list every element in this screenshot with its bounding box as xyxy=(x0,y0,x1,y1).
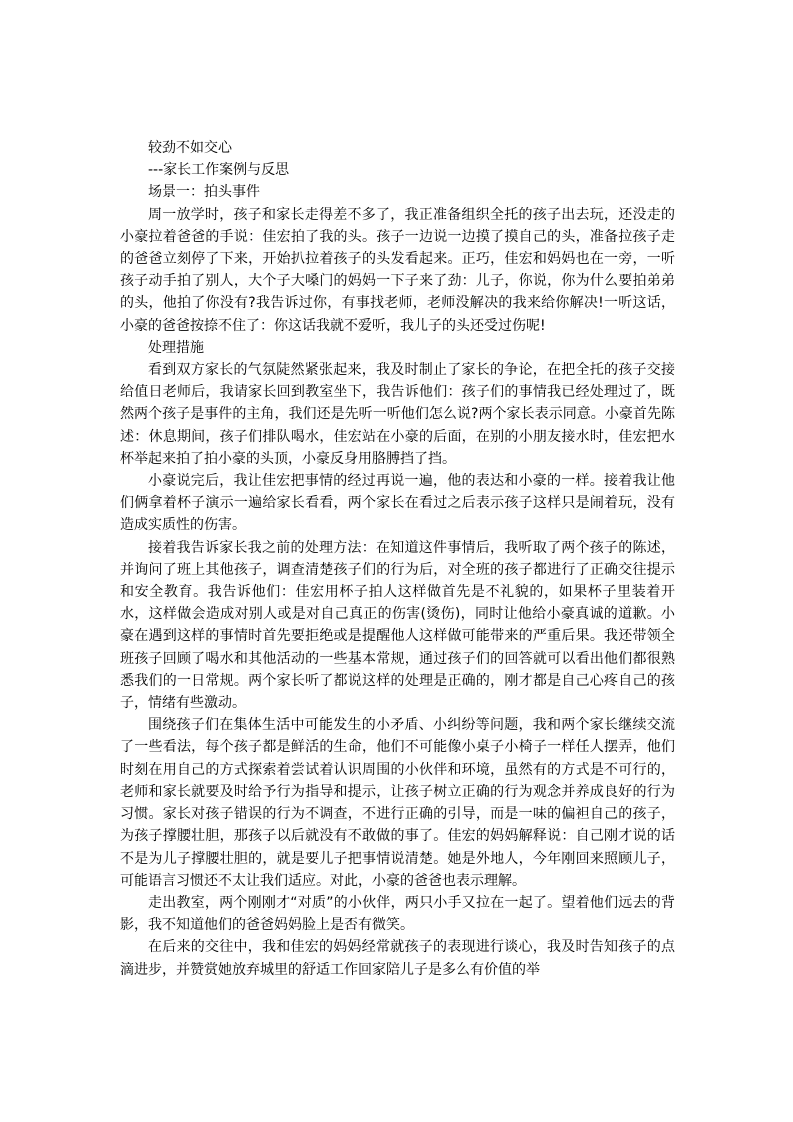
paragraph-leaving: 走出教室，两个刚刚才“对质”的小伙伴，两只小手又拉在一起了。望着他们远去的背影，我不知道他们的爸爸妈妈脸上是否有微笑。 xyxy=(120,894,675,934)
paragraph-followup: 在后来的交往中，我和佳宏的妈妈经常就孩子的表现进行谈心，我及时告知孩子的点滴进步，并赞赏她放弃城里的舒适工作回家陪儿子是多么有价值的举 xyxy=(120,939,675,978)
paragraph-incident: 周一放学时，孩子和家长走得差不多了，我正准备组织全托的孩子出去玩，还没走的小豪拉着爸爸的手说：佳宏拍了我的头。孩子一边说一边摸了摸自己的头，准备拉孩子走的爸爸立刻停了下来，开始扒拉着孩子的头发看起来。正巧，佳宏和妈妈也在一旁，一听孩子动手拍了别人，大个子大嗓门的妈妈一下子来了劲：儿子，你说，你为什么要拍弟弟的头，他拍了你没有?我告诉过你，有事找老师，老师没解决的我来给你解决!一听这话，小豪的爸爸按捺不住了：你这话我就不爱听，我儿子的头还受过伤呢! xyxy=(120,206,675,334)
document-subtitle: ---家长工作案例与反思 xyxy=(148,162,290,179)
paragraph-intervention: 看到双方家长的气氛陡然紧张起来，我及时制止了家长的争论，在把全托的孩子交接给值日老师后，我请家长回到教室坐下，我告诉他们：孩子们的事情我已经处理过了，既然两个孩子是事件的主角，我们还是先听一听他们怎么说?两个家长表示同意。小豪首先陈述：休息期间，孩子们排队喝水，佳宏站在小豪的后面，在别的小朋友接水时，佳宏把水杯举起来拍了拍小豪的头顶，小豪反身用胳膊挡了挡。 xyxy=(120,362,675,467)
document-title: 较劲不如交心 xyxy=(148,140,232,156)
paragraph-retelling: 小豪说完后，我让佳宏把事情的经过再说一遍，他的表达和小豪的一样。接着我让他们俩拿着杯子演示一遍给家长看看，两个家长在看过之后表示孩子这样只是闹着玩，没有造成实质性的伤害。 xyxy=(120,473,675,534)
section-heading-measures: 处理措施 xyxy=(148,339,204,356)
scene-heading: 场景一：拍头事件 xyxy=(148,184,260,201)
paragraph-handling: 接着我告诉家长我之前的处理方法：在知道这件事情后，我听取了两个孩子的陈述，并询问了班上其他孩子，调查清楚孩子们的行为后，对全班的孩子都进行了正确交往提示和安全教育。我告诉他们：佳宏用杯子拍人这样做首先是不礼貌的，如果杯子里装着开水，这样做会造成对别人或是对自己真正的伤害(烫伤)，同时让他给小豪真诚的道歉。小豪在遇到这样的事情时首先要拒绝或是提醒他人这样做可能带来的严重后果。我还带领全班孩子回顾了喝水和其他活动的一些基本常规，通过孩子们的回答就可以看出他们都很熟悉我们的一日常规。两个家长听了都说这样的处理是正确的，刚才都是自己心疼自己的孩子，情绪有些激动。 xyxy=(120,539,675,712)
paragraph-discussion: 围绕孩子们在集体生活中可能发生的小矛盾、小纠纷等问题，我和两个家长继续交流了一些看法，每个孩子都是鲜活的生命，他们不可能像小桌子小椅子一样任人摆弄，他们时刻在用自己的方式探索着尝试着认识周围的小伙伴和环境，虽然有的方式是不可行的，老师和家长就要及时给予行为指导和提示，让孩子树立正确的行为观念并养成良好的行为习惯。家长对孩子错误的行为不调查，不进行正确的引导，而是一味的偏袒自己的孩子，为孩子撑腰壮胆，那孩子以后就没有不敢做的事了。佳宏的妈妈解释说：自己刚才说的话不是为儿子撑腰壮胆的，就是要儿子把事情说清楚。她是外地人，今年刚回来照顾儿子，可能语言习惯还不太让我们适应。对此，小豪的爸爸也表示理解。 xyxy=(120,717,675,889)
document-body xyxy=(120,137,675,981)
